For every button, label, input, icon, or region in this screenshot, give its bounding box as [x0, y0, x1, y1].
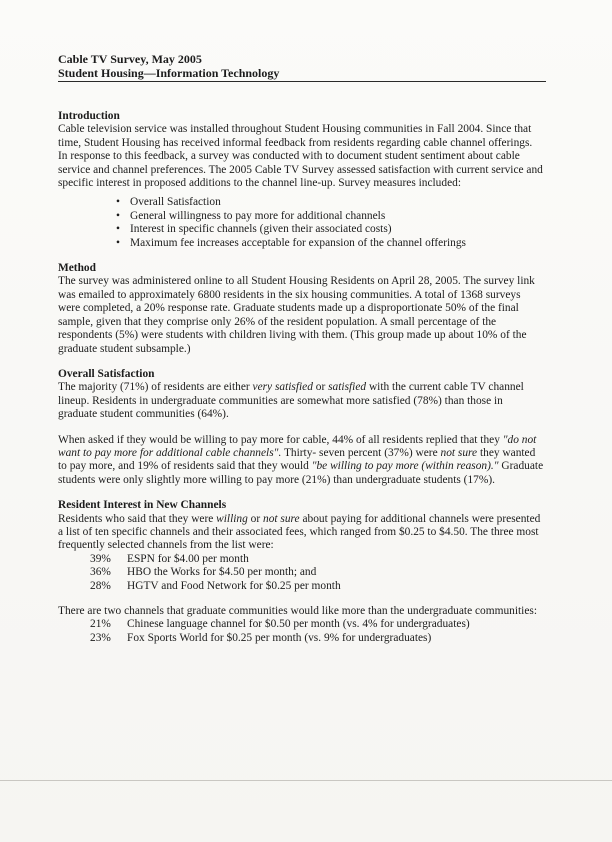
grad-channels-list — [58, 618, 544, 645]
method-paragraph: The survey was administered online to all Student Housing Residents on April 28, 2005. The survey link was emailed to approximately 6800 residents in the six housing communities. A total of 1368 surveys were completed, a 20% response rate. Graduate students made up a disproportionate 50% of the final sample, given that they comprise only 26% of the resident population. A small percentage of the respondents (5%) were students with children living with them. (This group made up about 10% of the graduate student subsample.) — [58, 275, 535, 355]
list-item: 39% ESPN for $4.00 per month — [90, 552, 249, 565]
header-title: Cable TV Survey, May 2005 — [58, 52, 202, 66]
list-item: • Overall Satisfaction — [130, 196, 544, 209]
intro-bullet-list — [58, 196, 544, 250]
top-channels-list — [58, 553, 544, 593]
intro-title: Introduction — [58, 110, 120, 122]
interest-paragraph-1: Residents who said that they were willing or not sure about paying for additional channels were presented a list of ten specific channels and their associated fees, which ranged from $0.25 to $4.50. The three most frequently selected channels from the list were: — [58, 512, 541, 552]
method-title: Method — [58, 262, 96, 275]
satisfaction-title: Overall Satisfaction — [58, 367, 155, 380]
document-body — [58, 110, 544, 645]
interest-title: Resident Interest in New Channels — [58, 499, 227, 512]
satisfaction-paragraph-2: When asked if they would be willing to pay more for cable, 44% of all residents replied that they "do not want to pay more for additional cable channels". Thirty- seven percent (37%) were not sure they wanted to pay more, and 19% of residents said that they would "be willing to pay more (within reason)." Graduate students were only slightly more willing to pay more (21%) than undergraduate students (17%). — [58, 433, 544, 486]
list-item: 36% HBO the Works for $4.50 per month; and — [90, 566, 317, 579]
satisfaction-paragraph-1: The majority (71%) of residents are either very satisfied or satisfied with the current cable TV channel lineup. Residents in undergraduate communities are somewhat more satisfied (78%) than those in graduate student communities (64%). — [58, 381, 524, 421]
page-bottom-edge — [0, 780, 612, 781]
list-item: 23% Fox Sports World for $0.25 per month (vs. 9% for undergraduates) — [90, 631, 432, 644]
document-header — [58, 52, 546, 80]
list-item: • Maximum fee increases acceptable for expansion of the channel offerings — [130, 237, 544, 250]
list-item: 28% HGTV and Food Network for $0.25 per month — [90, 579, 341, 592]
list-item: • General willingness to pay more for additional channels — [130, 210, 544, 223]
header-rule — [58, 81, 546, 82]
interest-paragraph-2: There are two channels that graduate communities would like more than the undergraduate communities: — [58, 605, 537, 617]
header-subtitle: Student Housing—Information Technology — [58, 66, 280, 80]
intro-paragraph: Cable television service was installed throughout Student Housing communities in Fall 2004. Since that time, Student Housing has received informal feedback from residents regarding cable channel offerings. In response to this feedback, a survey was conducted with to document student sentiment about cable service and channel preferences. The 2005 Cable TV Survey assessed satisfaction with current service and specific interest in proposed additions to the channel line-up. Survey measures included: — [58, 123, 543, 190]
list-item: • Interest in specific channels (given their associated costs) — [130, 223, 544, 236]
list-item: 21% Chinese language channel for $0.50 per month (vs. 4% for undergraduates) — [90, 618, 470, 631]
